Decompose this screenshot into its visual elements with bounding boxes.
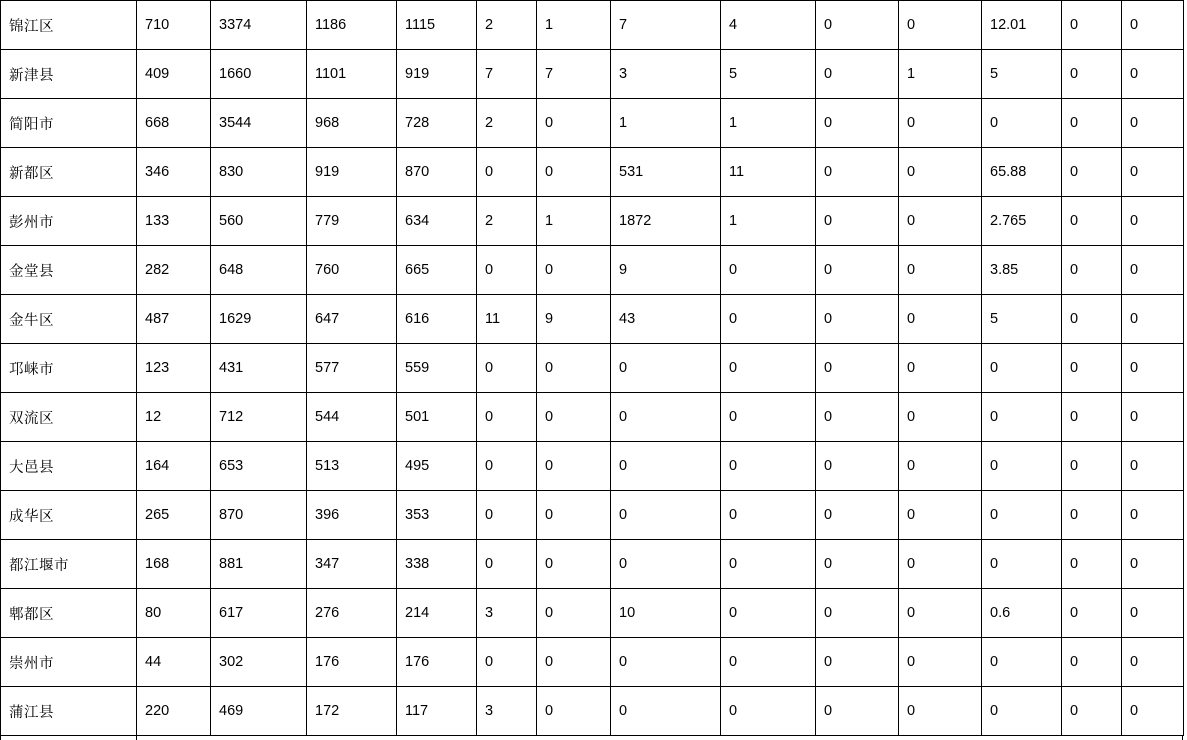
table-cell: 0 (611, 638, 721, 687)
table-cell: 0 (816, 344, 899, 393)
table-cell: 0 (1122, 638, 1184, 687)
table-cell: 0 (1122, 540, 1184, 589)
table-cell: 11 (477, 295, 537, 344)
table-cell: 0 (537, 148, 611, 197)
table-cell: 870 (211, 491, 307, 540)
table-cell-region: 蒲江县 (1, 687, 137, 736)
table-cell: 760 (307, 246, 397, 295)
table-cell: 4 (721, 1, 816, 50)
table-cell: 0 (899, 148, 982, 197)
table-cell: 0 (899, 99, 982, 148)
table-cell: 0 (899, 197, 982, 246)
table-row (1, 540, 1184, 589)
table-cell: 0 (1062, 50, 1122, 99)
table-cell: 168 (137, 540, 211, 589)
table-cell: 0 (721, 589, 816, 638)
table-cell: 0 (477, 246, 537, 295)
table-cell: 0 (537, 589, 611, 638)
table-row (1, 393, 1184, 442)
table-cell: 881 (211, 540, 307, 589)
table-cell: 0 (1122, 393, 1184, 442)
table-cell: 0 (477, 344, 537, 393)
table-cell: 0 (1122, 491, 1184, 540)
table-row (1, 295, 1184, 344)
table-cell-region: 新津县 (1, 50, 137, 99)
table-cell: 544 (307, 393, 397, 442)
table-cell: 0 (816, 197, 899, 246)
table-cell: 577 (307, 344, 397, 393)
table-cell: 65.88 (982, 148, 1062, 197)
table-cell: 7 (611, 1, 721, 50)
table-cell: 0 (611, 393, 721, 442)
table-row (1, 148, 1184, 197)
table-cell: 0 (1122, 442, 1184, 491)
table-cell: 634 (397, 197, 477, 246)
table-cell: 1115 (397, 1, 477, 50)
table-cell: 0 (537, 491, 611, 540)
table-cell: 0 (816, 148, 899, 197)
table-cell: 1 (611, 99, 721, 148)
table-row (1, 589, 1184, 638)
table-cell: 3374 (211, 1, 307, 50)
table-cell: 43 (611, 295, 721, 344)
table-cell: 0 (899, 393, 982, 442)
table-cell: 11 (721, 148, 816, 197)
table-cell: 176 (307, 638, 397, 687)
table-cell-region: 简阳市 (1, 99, 137, 148)
table-row (1, 197, 1184, 246)
table-cell: 712 (211, 393, 307, 442)
table-cell: 0 (477, 540, 537, 589)
table-cell: 0 (899, 687, 982, 736)
table-cell: 647 (307, 295, 397, 344)
table-cell: 5 (721, 50, 816, 99)
table-cell: 12.01 (982, 1, 1062, 50)
table-cell-region: 锦江区 (1, 1, 137, 50)
table-cell: 0 (721, 295, 816, 344)
table-cell: 0 (982, 344, 1062, 393)
table-cell: 0 (537, 540, 611, 589)
table-cell: 495 (397, 442, 477, 491)
table-cell-region: 金牛区 (1, 295, 137, 344)
table-cell: 0 (816, 589, 899, 638)
table-cell-region: 金堂县 (1, 246, 137, 295)
table-cell: 616 (397, 295, 477, 344)
table-cell: 531 (611, 148, 721, 197)
table-cell: 0 (1062, 589, 1122, 638)
table-cell: 0 (816, 99, 899, 148)
table-cell: 0 (1062, 148, 1122, 197)
table-cell: 0 (721, 393, 816, 442)
table-cell: 617 (211, 589, 307, 638)
table-cell: 0 (1062, 687, 1122, 736)
table-cell: 0 (899, 344, 982, 393)
table-cell: 1 (721, 197, 816, 246)
table-cell: 710 (137, 1, 211, 50)
table-cell: 347 (307, 540, 397, 589)
table-cell: 0 (1122, 197, 1184, 246)
table-cell: 1872 (611, 197, 721, 246)
table-cell: 0 (611, 540, 721, 589)
table-cell-region: 大邑县 (1, 442, 137, 491)
table-cell: 5 (982, 50, 1062, 99)
table-cell: 2 (477, 99, 537, 148)
table-cell: 0 (1062, 638, 1122, 687)
table-cell: 3544 (211, 99, 307, 148)
table-cell: 469 (211, 687, 307, 736)
table-cell: 10 (611, 589, 721, 638)
table-cell-region: 郫都区 (1, 589, 137, 638)
table-cell: 9 (611, 246, 721, 295)
table-cell: 0 (537, 99, 611, 148)
table-cell: 0 (1062, 99, 1122, 148)
table-cell: 0 (721, 246, 816, 295)
table-cell: 559 (397, 344, 477, 393)
table-cell: 0 (1062, 491, 1122, 540)
table-cell: 0 (1122, 687, 1184, 736)
table-cell: 5 (982, 295, 1062, 344)
table-cell: 0 (899, 246, 982, 295)
table-cell: 0 (1122, 50, 1184, 99)
table-cell: 0 (721, 344, 816, 393)
table-cell: 0 (477, 442, 537, 491)
table-cell: 487 (137, 295, 211, 344)
table-cell: 1101 (307, 50, 397, 99)
table-cell: 0 (899, 295, 982, 344)
table-cell: 0 (611, 344, 721, 393)
table-cell: 172 (307, 687, 397, 736)
table-cell: 0 (477, 638, 537, 687)
table-cell: 968 (307, 99, 397, 148)
table-cell: 0 (1062, 393, 1122, 442)
table-cell: 0 (982, 638, 1062, 687)
table-cell: 779 (307, 197, 397, 246)
table-row (1, 99, 1184, 148)
table-cell: 346 (137, 148, 211, 197)
table-cell: 648 (211, 246, 307, 295)
table-cell: 1 (721, 99, 816, 148)
table-cell: 214 (397, 589, 477, 638)
table-cell: 9 (537, 295, 611, 344)
table-cell-region: 都江堰市 (1, 540, 137, 589)
table-cell: 0 (1062, 246, 1122, 295)
table-cell: 0 (1122, 246, 1184, 295)
table-cell: 1660 (211, 50, 307, 99)
table-row (1, 491, 1184, 540)
table-cell: 0 (982, 442, 1062, 491)
table-cell: 0.6 (982, 589, 1062, 638)
table-cell: 0 (611, 442, 721, 491)
table-cell: 3 (477, 687, 537, 736)
table-cell: 80 (137, 589, 211, 638)
table-cell: 0 (1062, 1, 1122, 50)
table-cell: 0 (982, 540, 1062, 589)
table-cell: 1 (899, 50, 982, 99)
table-row (1, 344, 1184, 393)
table-cell: 0 (1062, 442, 1122, 491)
table-cell: 513 (307, 442, 397, 491)
table-cell: 0 (537, 344, 611, 393)
table-cell: 7 (537, 50, 611, 99)
table-cell-region: 彭州市 (1, 197, 137, 246)
table-cell: 919 (397, 50, 477, 99)
table-cell: 0 (899, 1, 982, 50)
table-cell: 396 (307, 491, 397, 540)
table-cell: 0 (537, 638, 611, 687)
table-cell: 0 (611, 687, 721, 736)
table-row (1, 246, 1184, 295)
table-cell: 0 (537, 246, 611, 295)
table-cell: 276 (307, 589, 397, 638)
table-cell: 0 (816, 393, 899, 442)
table-cell: 919 (307, 148, 397, 197)
table-cell: 0 (1122, 148, 1184, 197)
table-cell: 0 (1062, 344, 1122, 393)
table-cell: 0 (816, 50, 899, 99)
table-cell: 282 (137, 246, 211, 295)
table-cell: 0 (899, 442, 982, 491)
table-cell: 3 (477, 589, 537, 638)
table-cell: 0 (899, 589, 982, 638)
table-cell: 0 (721, 687, 816, 736)
table-cell: 0 (721, 442, 816, 491)
table-cell: 0 (477, 148, 537, 197)
table-cell: 0 (816, 246, 899, 295)
table-cell: 0 (816, 295, 899, 344)
table-row (1, 638, 1184, 687)
table-row (1, 50, 1184, 99)
table-cell: 0 (1062, 197, 1122, 246)
table-cell: 302 (211, 638, 307, 687)
table-cell: 1 (537, 1, 611, 50)
table-row (1, 687, 1184, 736)
table-cell: 0 (816, 540, 899, 589)
table-cell: 0 (982, 393, 1062, 442)
table-cell-region: 双流区 (1, 393, 137, 442)
table-cell: 2 (477, 197, 537, 246)
table-cell: 653 (211, 442, 307, 491)
table-cell-region: 新都区 (1, 148, 137, 197)
table-cell: 0 (1062, 295, 1122, 344)
table-next-row-partial (0, 736, 1183, 740)
table-cell: 0 (1122, 99, 1184, 148)
table-cell-region: 邛崃市 (1, 344, 137, 393)
table-cell: 0 (721, 638, 816, 687)
table-cell: 0 (537, 393, 611, 442)
table-cell: 0 (477, 393, 537, 442)
table-cell: 220 (137, 687, 211, 736)
table-cell: 0 (721, 540, 816, 589)
table-cell: 830 (211, 148, 307, 197)
table-cell: 2.765 (982, 197, 1062, 246)
table-row (1, 1, 1184, 50)
table-cell: 431 (211, 344, 307, 393)
table-cell: 728 (397, 99, 477, 148)
table-cell: 12 (137, 393, 211, 442)
table-cell: 0 (816, 442, 899, 491)
table-cell: 0 (982, 99, 1062, 148)
table-cell: 0 (1122, 1, 1184, 50)
table-cell: 0 (1122, 295, 1184, 344)
table-cell: 0 (982, 687, 1062, 736)
table-cell: 0 (816, 1, 899, 50)
table-cell: 1186 (307, 1, 397, 50)
table-cell: 0 (477, 491, 537, 540)
table-cell: 560 (211, 197, 307, 246)
table-cell: 2 (477, 1, 537, 50)
table-cell: 353 (397, 491, 477, 540)
table-cell: 0 (1122, 344, 1184, 393)
table-cell: 0 (899, 638, 982, 687)
table-cell: 0 (1122, 589, 1184, 638)
table-cell: 0 (721, 491, 816, 540)
table-cell: 7 (477, 50, 537, 99)
table-cell: 870 (397, 148, 477, 197)
table-cell: 176 (397, 638, 477, 687)
table-cell: 409 (137, 50, 211, 99)
table-cell: 665 (397, 246, 477, 295)
table-cell: 668 (137, 99, 211, 148)
table-cell: 0 (899, 491, 982, 540)
table-cell: 0 (537, 442, 611, 491)
table-cell: 265 (137, 491, 211, 540)
table-row (1, 442, 1184, 491)
table-cell: 117 (397, 687, 477, 736)
table-cell: 133 (137, 197, 211, 246)
table-cell: 0 (982, 491, 1062, 540)
table-cell: 164 (137, 442, 211, 491)
table-cell-region: 崇州市 (1, 638, 137, 687)
table-cell: 3 (611, 50, 721, 99)
table-cell: 0 (899, 540, 982, 589)
table-cell: 0 (816, 638, 899, 687)
table-cell: 0 (611, 491, 721, 540)
table-cell: 0 (816, 687, 899, 736)
table-body (1, 1, 1184, 736)
table-cell: 501 (397, 393, 477, 442)
table-cell: 0 (537, 687, 611, 736)
table-cell: 0 (1062, 540, 1122, 589)
table-cell: 0 (816, 491, 899, 540)
table-cell: 44 (137, 638, 211, 687)
table-cell: 1629 (211, 295, 307, 344)
table-cell: 3.85 (982, 246, 1062, 295)
table-cell: 1 (537, 197, 611, 246)
table-cell: 123 (137, 344, 211, 393)
table-cell: 338 (397, 540, 477, 589)
table-cell-region: 成华区 (1, 491, 137, 540)
